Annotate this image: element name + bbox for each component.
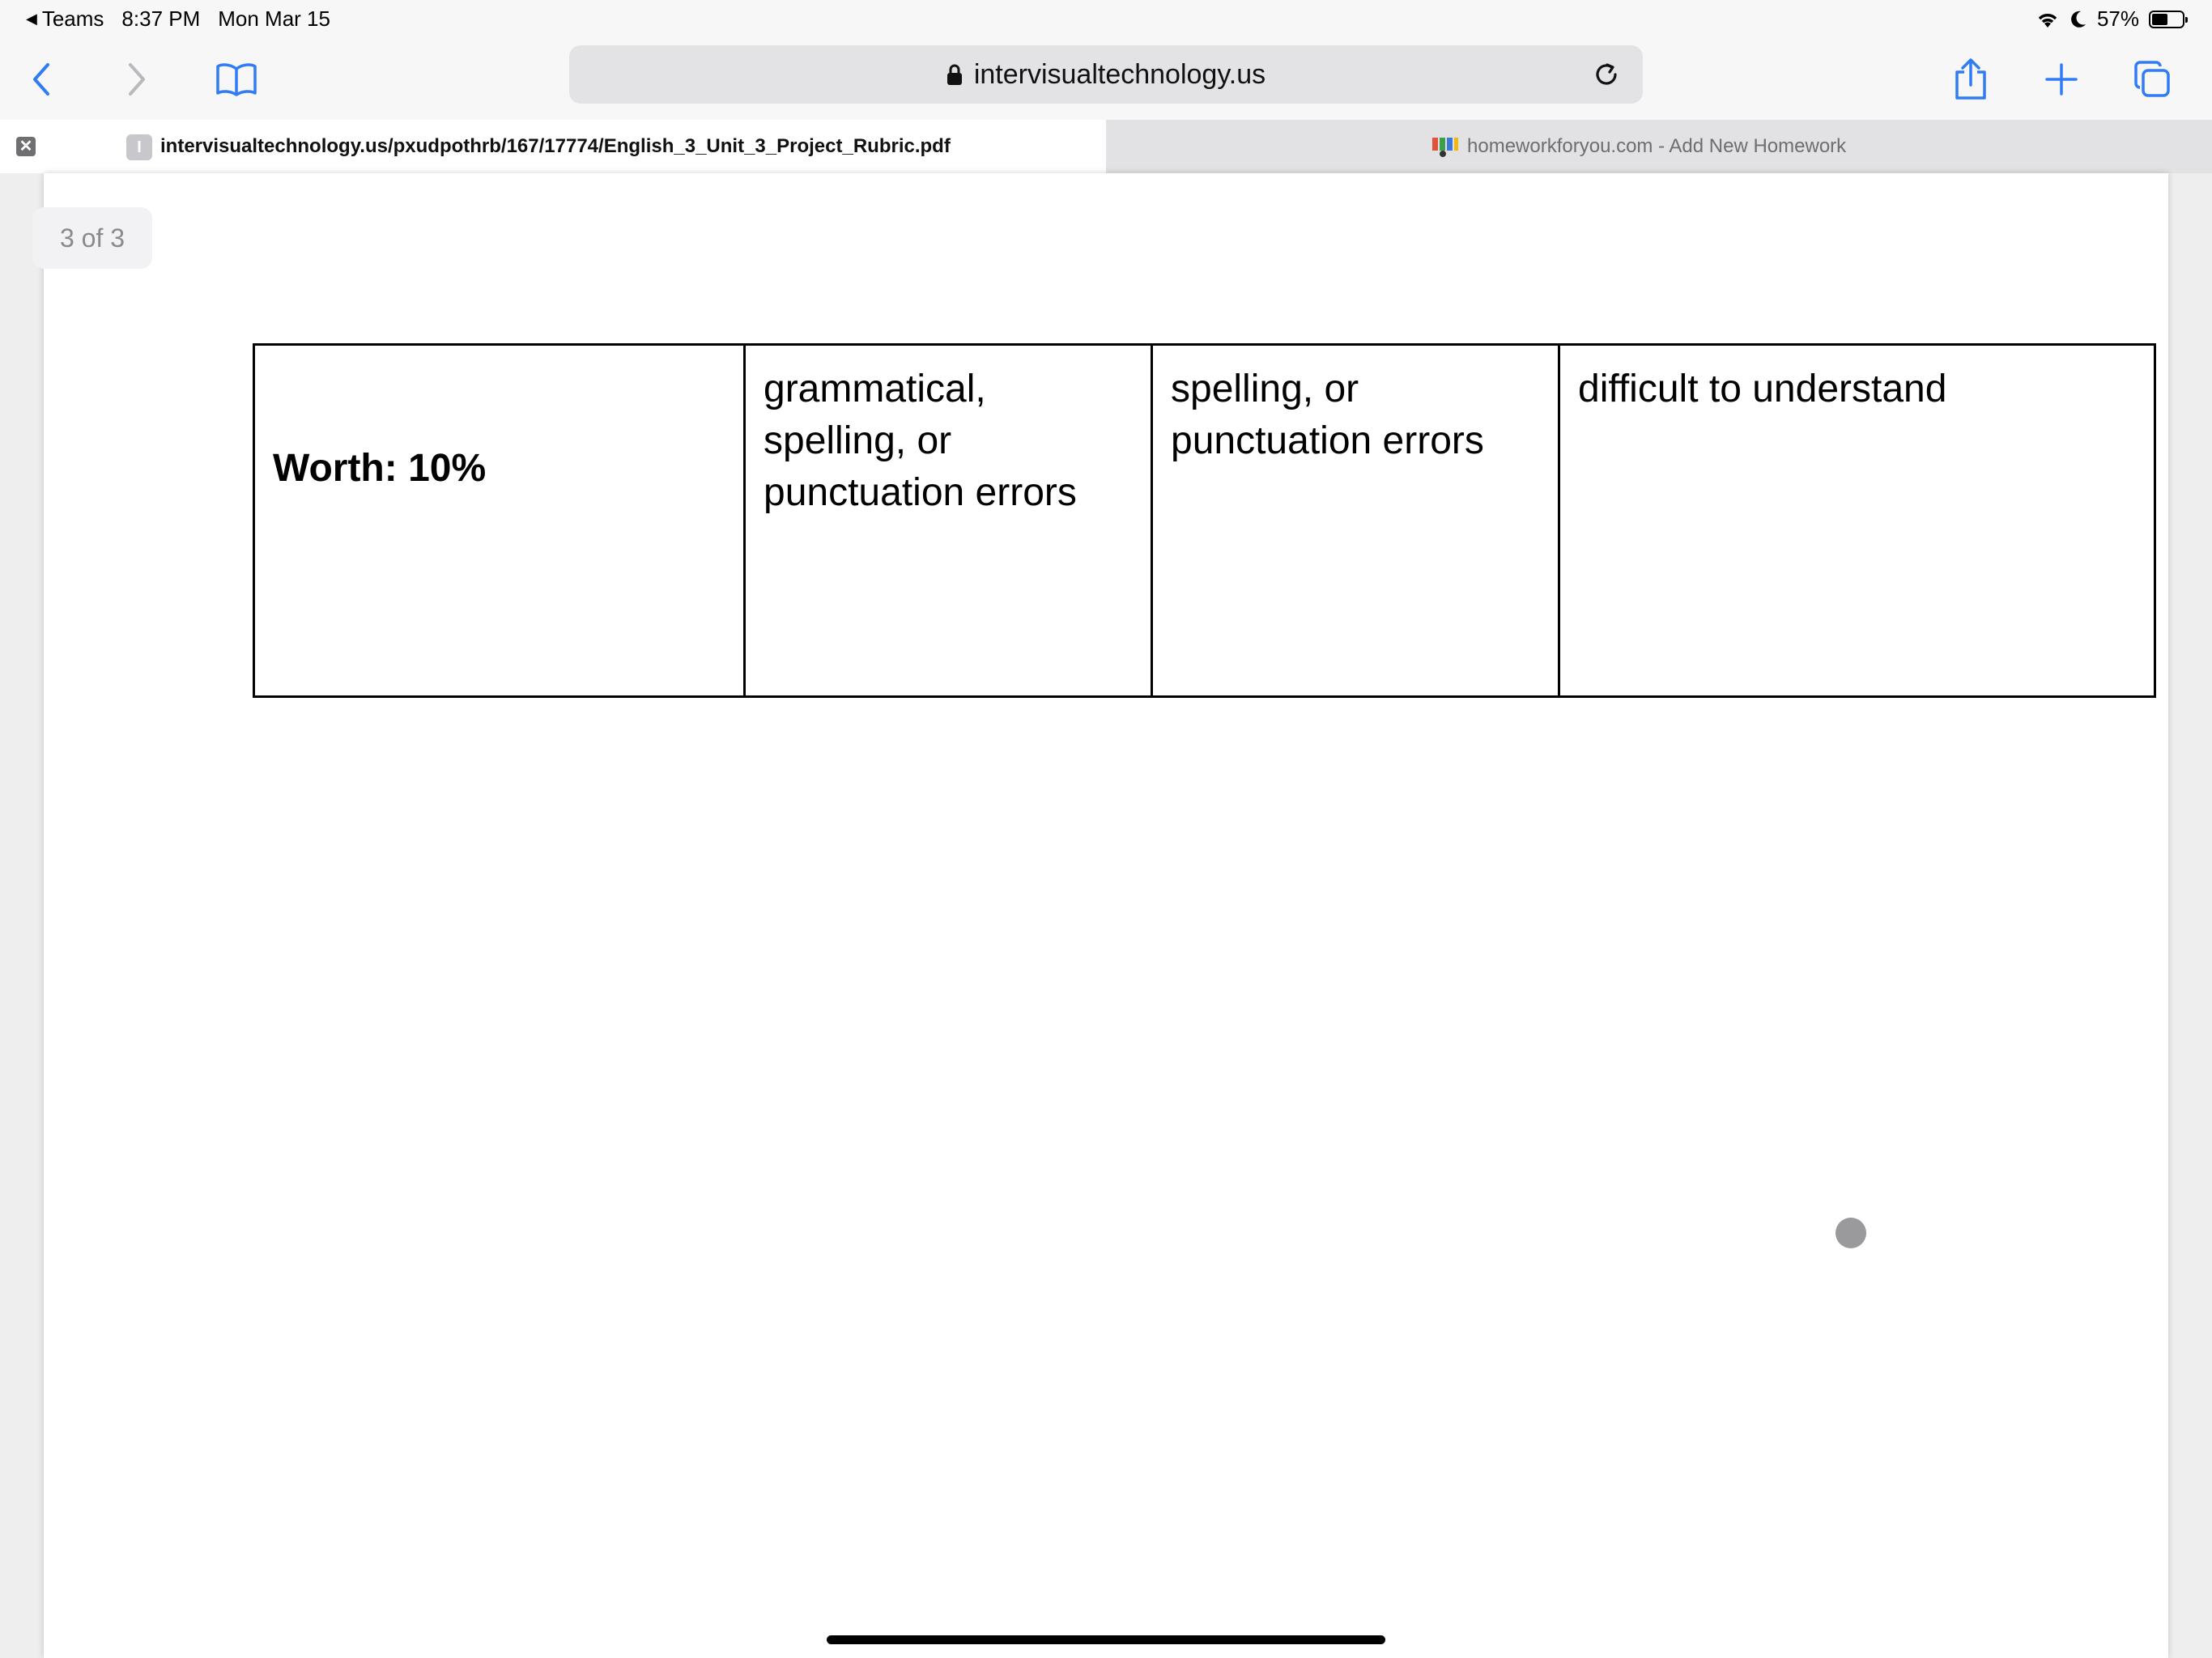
tab-pdf-rubric[interactable] — [0, 120, 1106, 173]
moon-icon — [2069, 10, 2087, 29]
reload-button[interactable] — [1586, 55, 1627, 96]
forward-button[interactable] — [112, 55, 160, 104]
chevron-left-icon — [30, 62, 54, 97]
back-triangle-icon: ◀ — [26, 11, 37, 27]
status-bar — [0, 0, 2212, 40]
reload-icon — [1592, 61, 1621, 90]
new-tab-button[interactable] — [2037, 55, 2086, 104]
browser-toolbar — [0, 40, 2212, 120]
tab-overview-button[interactable] — [2128, 55, 2176, 104]
tab-homeworkforyou[interactable] — [1106, 120, 2212, 173]
home-indicator[interactable] — [827, 1635, 1385, 1644]
chevron-right-icon — [124, 62, 148, 97]
battery-percent: 57% — [2096, 6, 2139, 31]
status-time: 8:37 PM — [121, 6, 201, 31]
back-button[interactable] — [18, 55, 66, 104]
pdf-viewer[interactable] — [0, 173, 2212, 1658]
table-cell — [1152, 345, 1559, 697]
table-row — [254, 345, 2155, 697]
tabs-icon — [2133, 60, 2172, 99]
tab-title: intervisualtechnology.us/pxudpothrb/167/17774/English_3_Unit_3_Project_Rubric.pdf — [160, 135, 951, 157]
table-cell-worth: Worth: 10% — [254, 345, 745, 697]
scroll-position-dot[interactable] — [1836, 1218, 1866, 1248]
plus-icon — [2044, 62, 2078, 96]
battery-fill — [2152, 14, 2167, 25]
rubric-table — [253, 343, 2156, 698]
cell-text: spelling, or punctuation errors — [1171, 368, 1484, 462]
battery-icon — [2149, 11, 2184, 28]
share-button[interactable] — [1946, 55, 1995, 104]
pdf-page — [44, 173, 2168, 1658]
favicon-letter-icon: I — [126, 134, 152, 160]
lock-icon — [946, 63, 963, 86]
wifi-icon — [2035, 10, 2060, 29]
back-to-app-link[interactable] — [26, 6, 104, 32]
status-date: Mon Mar 15 — [218, 6, 330, 31]
cell-text: grammatical, spelling, or punctuation errors — [764, 368, 1077, 514]
book-icon — [215, 62, 257, 96]
tab-bar — [0, 120, 2212, 173]
bookmarks-button[interactable] — [212, 55, 261, 104]
back-app-label: Teams — [41, 6, 104, 31]
address-domain: intervisualtechnology.us — [973, 58, 1266, 90]
address-bar[interactable] — [569, 45, 1643, 104]
close-tab-icon[interactable]: ✕ — [16, 137, 36, 156]
table-cell — [745, 345, 1152, 697]
table-cell — [1559, 345, 2155, 697]
page-indicator: 3 of 3 — [32, 207, 152, 269]
tab-title: homeworkforyou.com - Add New Homework — [1467, 135, 1847, 157]
share-icon — [1953, 57, 1989, 101]
cell-text: difficult to understand — [1578, 368, 1947, 410]
homework-favicon-icon — [1431, 135, 1459, 158]
